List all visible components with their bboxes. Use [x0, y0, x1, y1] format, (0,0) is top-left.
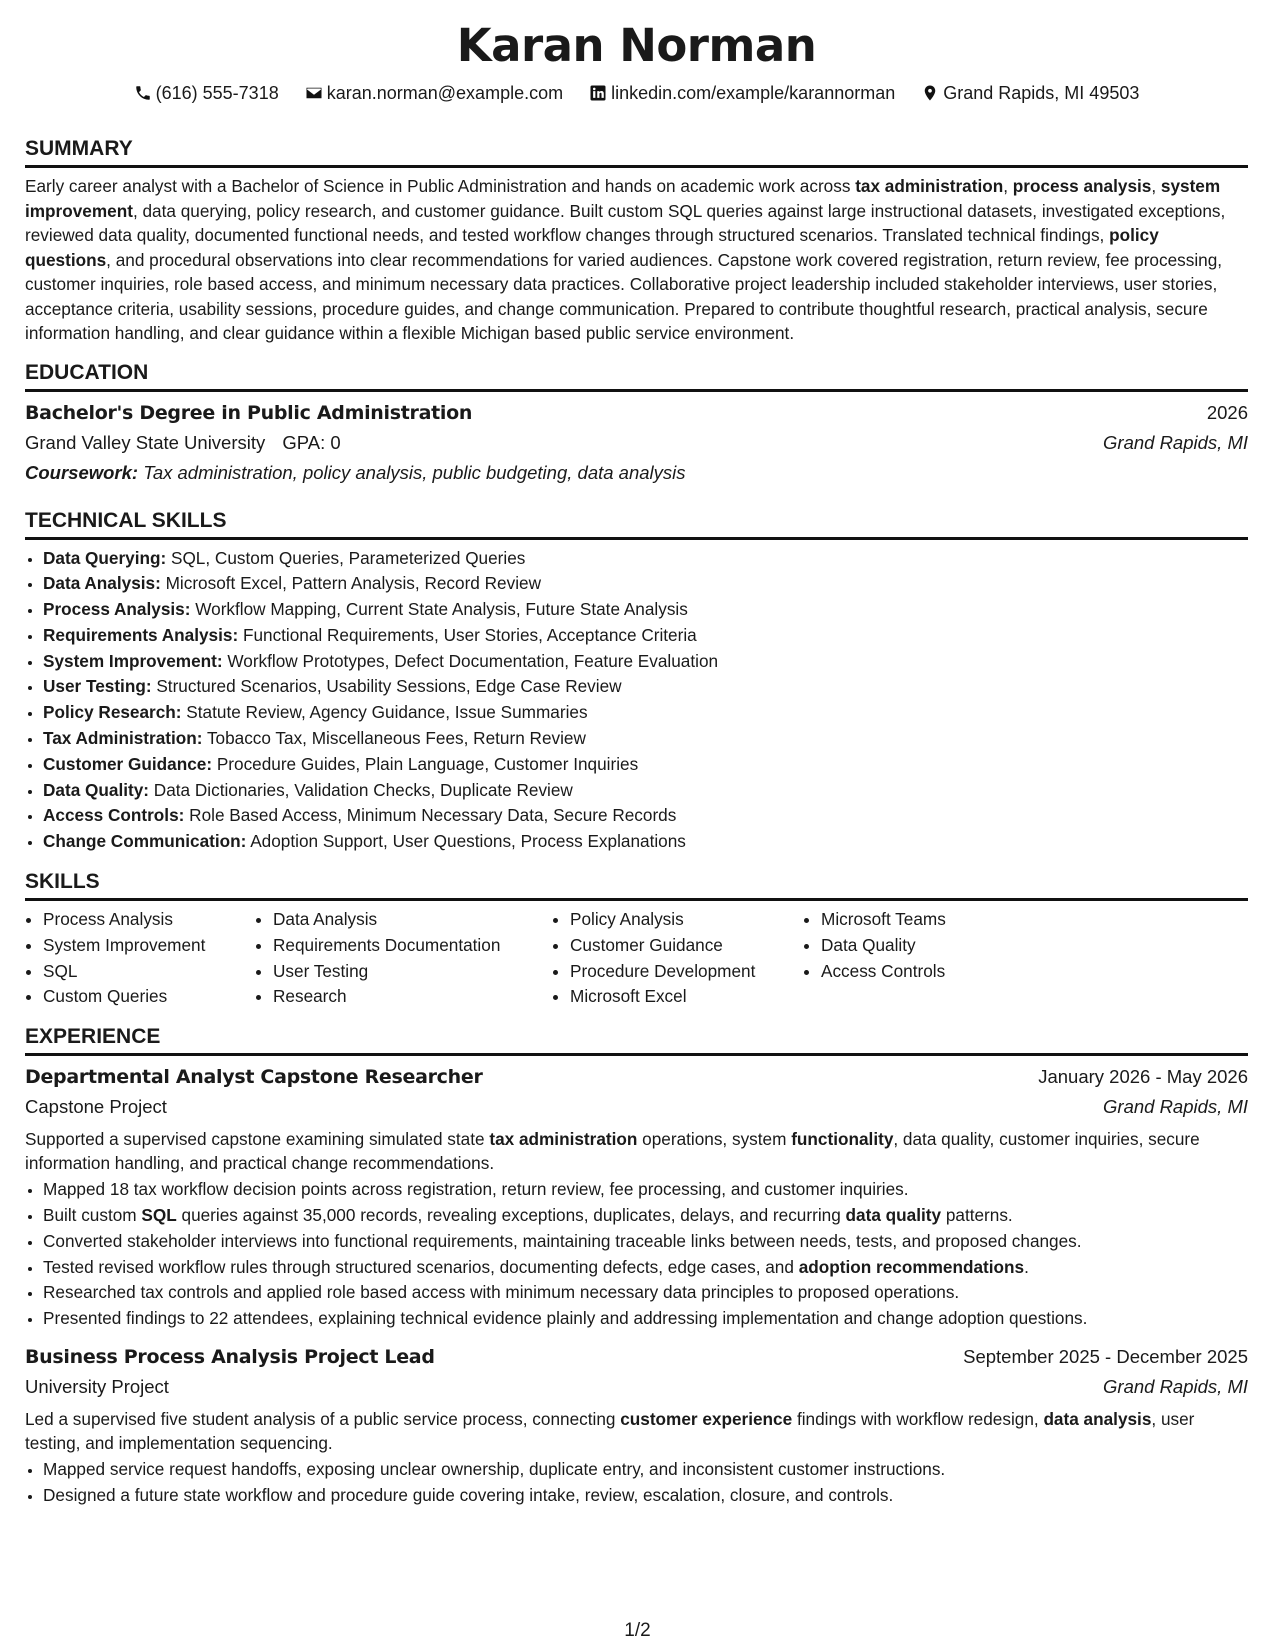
- education-section: [25, 360, 1248, 488]
- skill-item: • Microsoft Excel: [570, 984, 803, 1010]
- emphasized-text: process analysis: [1012, 176, 1152, 196]
- text-run: Mapped service request handoffs, exposing unclear ownership, duplicate entry, and inconsistent customer instructions.: [43, 1459, 946, 1480]
- technical-skill-label: User Testing:: [43, 676, 152, 697]
- technical-skill-label: System Improvement:: [43, 650, 223, 671]
- linkedin-icon: [589, 84, 607, 102]
- job-bullet: [43, 1255, 1248, 1281]
- emphasized-text: system improvement: [25, 176, 1221, 221]
- text-run: queries against 35,000 records, revealing exceptions, duplicates, delays, and recurring: [176, 1205, 846, 1226]
- job-dates: September 2025 - December 2025: [963, 1346, 1248, 1368]
- text-run: Supported a supervised capstone examining simulated state: [25, 1129, 490, 1150]
- coursework-label: Coursework:: [25, 461, 139, 483]
- contact-bar: [25, 80, 1248, 106]
- skill-item: • Customer Guidance: [570, 933, 803, 959]
- skill-item: • Requirements Documentation: [273, 933, 552, 959]
- text-run: , data quality, customer inquiries, secure information handling, and practical change recommendations.: [25, 1129, 1200, 1173]
- skill-item: • Procedure Development: [570, 959, 803, 985]
- technical-skill-item: [43, 674, 1248, 700]
- job-description: [25, 1128, 1248, 1175]
- technical-skill-label: Change Communication:: [43, 831, 247, 852]
- emphasized-text: adoption recommendations: [798, 1256, 1025, 1277]
- job-location: Grand Rapids, MI: [1103, 1376, 1248, 1398]
- technical-skill-item: [43, 829, 1248, 855]
- job-organization: University Project: [25, 1376, 169, 1398]
- text-run: , data querying, policy research, and customer guidance. Built custom SQL queries against large instructional datasets, investigated exceptions, reviewed data quality, documented functional needs, and tested workflow changes through structured scenarios. Translated technical findings,: [25, 200, 1226, 245]
- text-run: operations, system: [637, 1129, 792, 1150]
- skill-item: • Access Controls: [821, 959, 1061, 985]
- technical-skill-label: Data Analysis:: [43, 573, 161, 594]
- skills-column: [803, 907, 1061, 1010]
- skills-column: [255, 907, 552, 1010]
- text-run: Tested revised workflow rules through structured scenarios, documenting defects, edge cases, and: [43, 1256, 799, 1277]
- technical-skill-label: Process Analysis:: [43, 599, 191, 620]
- candidate-name: Karan Norman: [456, 19, 817, 72]
- technical-skills-list: [25, 546, 1248, 856]
- school-location: Grand Rapids, MI: [1103, 431, 1248, 453]
- technical-skill-value: Workflow Prototypes, Defect Documentation, Feature Evaluation: [222, 650, 719, 671]
- job-bullet: [43, 1306, 1248, 1332]
- text-run: Mapped 18 tax workflow decision points across registration, return review, fee processing, and customer inquiries.: [43, 1179, 909, 1200]
- contact-linkedin[interactable]: [589, 83, 895, 104]
- job-bullet: [43, 1457, 1248, 1483]
- job-dates: January 2026 - May 2026: [1038, 1066, 1248, 1088]
- technical-skill-item: [43, 571, 1248, 597]
- skill-item: • Research: [273, 984, 552, 1010]
- contact-email[interactable]: [305, 83, 563, 104]
- technical-skill-value: SQL, Custom Queries, Parameterized Queries: [166, 547, 526, 568]
- experience-list: [25, 1062, 1248, 1508]
- technical-skill-value: Workflow Mapping, Current State Analysis, Future State Analysis: [190, 599, 688, 620]
- technical-skill-value: Tobacco Tax, Miscellaneous Fees, Return Review: [202, 728, 586, 749]
- technical-skill-item: [43, 752, 1248, 778]
- technical-skill-item: [43, 623, 1248, 649]
- job-bullet: [43, 1229, 1248, 1255]
- text-run: Early career analyst with a Bachelor of Science in Public Administration and hands on academic work across: [25, 176, 856, 196]
- skill-item: • Custom Queries: [43, 984, 255, 1010]
- skill-item: • Data Quality: [821, 933, 1061, 959]
- technical-skill-value: Procedure Guides, Plain Language, Customer Inquiries: [212, 753, 639, 774]
- job-bullets: [25, 1457, 1248, 1509]
- emphasized-text: data quality: [845, 1205, 942, 1226]
- technical-skill-label: Customer Guidance:: [43, 753, 213, 774]
- technical-skill-value: Functional Requirements, User Stories, Acceptance Criteria: [238, 624, 697, 645]
- skills-column: [25, 907, 255, 1010]
- job-location: Grand Rapids, MI: [1103, 1096, 1248, 1118]
- technical-skill-label: Requirements Analysis:: [43, 624, 239, 645]
- job-entry: [25, 1342, 1248, 1509]
- emphasized-text: tax administration: [489, 1129, 638, 1150]
- skill-item: • System Improvement: [43, 933, 255, 959]
- text-run: , user testing, and implementation sequencing.: [25, 1409, 1195, 1453]
- skills-section: [25, 869, 1248, 1010]
- skills-grid: [25, 907, 1248, 1010]
- skills-title: SKILLS: [25, 869, 1248, 901]
- linkedin-text: linkedin.com/example/karannorman: [611, 82, 896, 103]
- text-run: , and procedural observations into clear recommendations for varied audiences. Capstone work covered registration, return review, fee processing, customer inquiries, role based access, and minimum necessary data practices. Collaborative project leadership included stakeholder interviews, user stories, acceptance criteria, usability sessions, procedure guides, and change communication. Prepared to contribute thoughtful research, practical analysis, secure information handling, and clear guidance within a flexible Michigan based public service environment.: [25, 249, 1223, 343]
- technical-skill-label: Data Querying:: [43, 547, 167, 568]
- location-text: Grand Rapids, MI 49503: [943, 82, 1140, 103]
- emphasized-text: tax administration: [855, 176, 1004, 196]
- phone-icon: [134, 84, 152, 102]
- technical-skill-label: Data Quality:: [43, 779, 150, 800]
- text-run: findings with workflow redesign,: [792, 1409, 1044, 1430]
- job-bullets: [25, 1177, 1248, 1332]
- job-bullet: [43, 1483, 1248, 1509]
- text-run: Designed a future state workflow and procedure guide covering intake, review, escalation, closure, and controls.: [43, 1484, 894, 1505]
- technical-skill-value: Microsoft Excel, Pattern Analysis, Record Review: [160, 573, 541, 594]
- skill-item: • Microsoft Teams: [821, 907, 1061, 933]
- education-title: EDUCATION: [25, 360, 1248, 392]
- degree-title: Bachelor's Degree in Public Administration: [25, 401, 473, 424]
- emphasized-text: functionality: [791, 1129, 894, 1150]
- emphasized-text: customer experience: [620, 1409, 793, 1430]
- summary-section: [25, 136, 1248, 346]
- skill-item: • Data Analysis: [273, 907, 552, 933]
- job-bullet: [43, 1177, 1248, 1203]
- technical-skill-label: Tax Administration:: [43, 728, 203, 749]
- text-run: .: [1024, 1256, 1029, 1277]
- experience-section: [25, 1024, 1248, 1508]
- text-run: Led a supervised five student analysis of a public service process, connecting: [25, 1409, 621, 1430]
- job-organization: Capstone Project: [25, 1096, 167, 1118]
- emphasized-text: policy questions: [25, 225, 1159, 270]
- text-run: Presented findings to 22 attendees, explaining technical evidence plainly and addressing implementation and change adoption questions.: [43, 1308, 1088, 1329]
- technical-skill-item: [43, 778, 1248, 804]
- job-entry: [25, 1062, 1248, 1332]
- email-text: karan.norman@example.com: [326, 82, 564, 103]
- technical-skill-value: Role Based Access, Minimum Necessary Data, Secure Records: [184, 805, 677, 826]
- contact-phone[interactable]: [134, 83, 279, 104]
- technical-skill-label: Policy Research:: [43, 702, 182, 723]
- technical-skills-title: TECHNICAL SKILLS: [25, 508, 1248, 540]
- technical-skill-item: [43, 803, 1248, 829]
- text-run: patterns.: [941, 1205, 1013, 1226]
- text-run: ,: [1003, 176, 1013, 196]
- text-run: Built custom: [43, 1205, 142, 1226]
- text-run: Converted stakeholder interviews into functional requirements, maintaining traceable links between needs, tests, and proposed changes.: [43, 1230, 1082, 1251]
- job-bullet: [43, 1280, 1248, 1306]
- text-run: ,: [1151, 176, 1161, 196]
- technical-skills-section: [25, 508, 1248, 856]
- emphasized-text: data analysis: [1043, 1409, 1152, 1430]
- technical-skill-item: [43, 726, 1248, 752]
- contact-location: [921, 83, 1139, 104]
- technical-skill-item: [43, 700, 1248, 726]
- technical-skill-item: [43, 546, 1248, 572]
- technical-skill-value: Structured Scenarios, Usability Sessions, Edge Case Review: [151, 676, 622, 697]
- skills-column: [552, 907, 803, 1010]
- technical-skill-value: Adoption Support, User Questions, Process Explanations: [246, 831, 686, 852]
- graduation-year: 2026: [1206, 401, 1248, 423]
- school-name: Grand Valley State University: [25, 431, 266, 453]
- phone-text: (616) 555-7318: [155, 82, 279, 103]
- technical-skill-label: Access Controls:: [43, 805, 185, 826]
- job-title: Departmental Analyst Capstone Researcher: [25, 1066, 483, 1089]
- page-number: 1/2: [624, 1620, 651, 1641]
- technical-skill-item: [43, 597, 1248, 623]
- technical-skill-value: Data Dictionaries, Validation Checks, Duplicate Review: [149, 779, 573, 800]
- experience-title: EXPERIENCE: [25, 1024, 1248, 1056]
- coursework-list: Tax administration, policy analysis, public budgeting, data analysis: [143, 461, 686, 483]
- summary-title: SUMMARY: [25, 136, 1248, 168]
- technical-skill-item: [43, 649, 1248, 675]
- technical-skill-value: Statute Review, Agency Guidance, Issue Summaries: [181, 702, 588, 723]
- map-pin-icon: [921, 84, 939, 102]
- envelope-icon: [305, 84, 323, 102]
- job-title: Business Process Analysis Project Lead: [25, 1346, 435, 1369]
- gpa: GPA: 0: [282, 431, 341, 453]
- emphasized-text: SQL: [141, 1205, 177, 1226]
- job-description: [25, 1408, 1248, 1455]
- summary-text: [25, 174, 1248, 346]
- skill-item: • Process Analysis: [43, 907, 255, 933]
- skill-item: • User Testing: [273, 959, 552, 985]
- job-bullet: [43, 1203, 1248, 1229]
- skill-item: • SQL: [43, 959, 255, 985]
- text-run: Researched tax controls and applied role based access with minimum necessary data principles to proposed operations.: [43, 1282, 960, 1303]
- skill-item: • Policy Analysis: [570, 907, 803, 933]
